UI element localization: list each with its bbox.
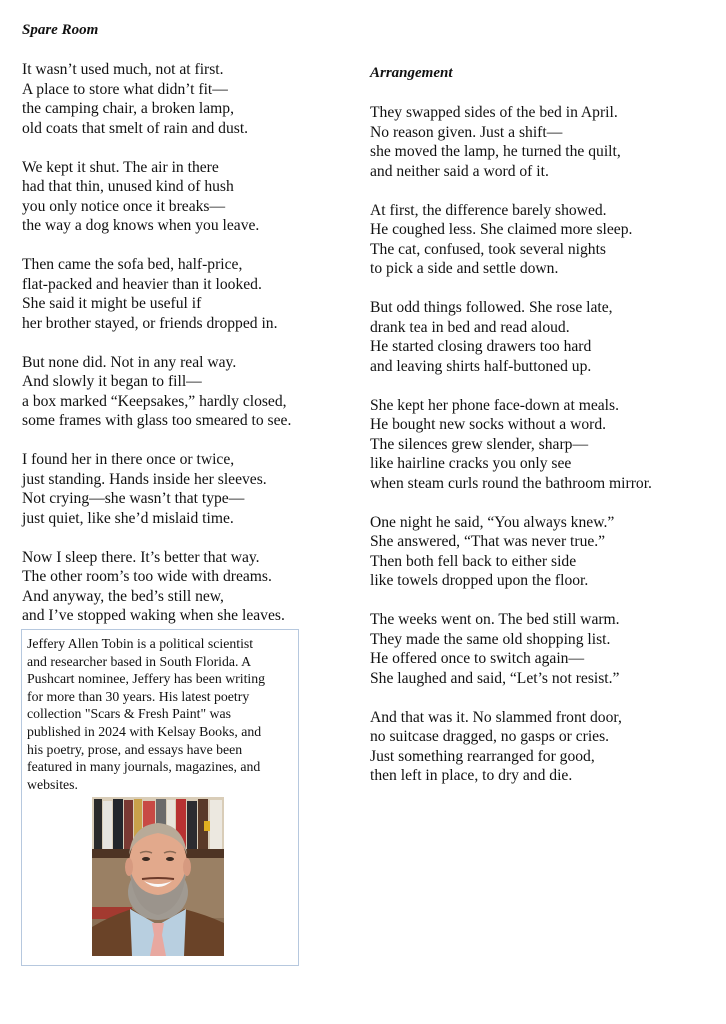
bio-line: and researcher based in South Florida. A bbox=[27, 653, 252, 669]
poem-line: She kept her phone face-down at meals. bbox=[370, 396, 619, 414]
poem-body bbox=[22, 60, 352, 626]
poem-line: But odd things followed. She rose late, bbox=[370, 299, 613, 316]
stanza bbox=[370, 513, 710, 591]
bio-line: featured in many journals, magazines, and bbox=[27, 759, 261, 775]
bio-line: published in 2024 with Kelsay Books, and bbox=[27, 723, 262, 739]
stanza bbox=[22, 255, 352, 333]
author-bio-box bbox=[21, 629, 299, 966]
poem-body bbox=[370, 103, 710, 786]
poem-line: just standing. Hands inside her sleeves. bbox=[22, 470, 267, 488]
poem-line: to pick a side and settle down. bbox=[370, 260, 559, 277]
bio-line: Jeffery Allen Tobin is a political scientist bbox=[27, 636, 254, 651]
stanza bbox=[370, 610, 710, 688]
poem-line: And anyway, the bed’s still new, bbox=[22, 587, 224, 605]
poem-line: just quiet, like she’d mislaid time. bbox=[22, 509, 234, 527]
stanza bbox=[22, 353, 352, 431]
poem-line: At first, the difference barely showed. bbox=[370, 201, 607, 219]
poem-line: She said it might be useful if bbox=[22, 295, 202, 312]
poem-spare-room bbox=[22, 20, 352, 645]
poem-line: They made the same old shopping list. bbox=[370, 630, 611, 648]
poem-line: They swapped sides of the bed in April. bbox=[370, 104, 618, 121]
poem-arrangement bbox=[370, 63, 710, 805]
poem-line: like towels dropped upon the floor. bbox=[370, 572, 589, 589]
poem-line: The silences grew slender, sharp— bbox=[370, 435, 589, 453]
poem-line: The other room’s too wide with dreams. bbox=[22, 568, 272, 585]
author-portrait-image bbox=[92, 797, 224, 956]
poem-line: He coughed less. She claimed more sleep. bbox=[370, 221, 633, 238]
poem-line: no suitcase dragged, no gasps or cries. bbox=[370, 728, 610, 745]
bio-line: Pushcart nominee, Jeffery has been writing bbox=[27, 671, 266, 687]
poem-line: Now I sleep there. It’s better that way. bbox=[22, 548, 260, 566]
poem-line: No reason given. Just a shift— bbox=[370, 123, 563, 141]
poem-line: the way a dog knows when you leave. bbox=[22, 217, 260, 234]
poem-line: a box marked “Keepsakes,” hardly closed, bbox=[22, 392, 287, 410]
stanza bbox=[22, 158, 352, 236]
bio-line: his poetry, prose, and essays have been bbox=[27, 741, 243, 757]
poem-line: A place to store what didn’t fit— bbox=[22, 80, 228, 98]
stanza bbox=[22, 450, 352, 528]
bio-line: for more than 30 years. His latest poetry bbox=[27, 688, 250, 704]
stanza bbox=[370, 103, 710, 181]
poem-line: and leaving shirts half-buttoned up. bbox=[370, 357, 592, 375]
poem-line: But none did. Not in any real way. bbox=[22, 353, 237, 371]
poem-line: The weeks went on. The bed still warm. bbox=[370, 611, 620, 628]
poem-line: And that was it. No slammed front door, bbox=[370, 708, 622, 726]
bio-line: websites. bbox=[27, 776, 78, 792]
poem-line: like hairline cracks you only see bbox=[370, 455, 572, 472]
poem-line: I found her in there once or twice, bbox=[22, 451, 235, 468]
stanza bbox=[22, 548, 352, 626]
poem-line: and neither said a word of it. bbox=[370, 162, 549, 180]
poem-title: Arrangement bbox=[370, 65, 453, 81]
poem-line: One night he said, “You always knew.” bbox=[370, 513, 615, 531]
stanza bbox=[370, 708, 710, 786]
author-bio-text bbox=[27, 635, 293, 793]
poem-line: then left in place, to dry and die. bbox=[370, 767, 573, 784]
poem-line: old coats that smelt of rain and dust. bbox=[22, 119, 249, 137]
stanza bbox=[370, 201, 710, 279]
poem-line: Then came the sofa bed, half-price, bbox=[22, 256, 243, 273]
poem-line: He bought new socks without a word. bbox=[370, 416, 607, 433]
poem-line: And slowly it began to fill— bbox=[22, 373, 202, 390]
stanza bbox=[22, 60, 352, 138]
poem-line: Then both fell back to either side bbox=[370, 552, 577, 570]
poem-line: She answered, “That was never true.” bbox=[370, 533, 606, 550]
poem-line: Just something rearranged for good, bbox=[370, 747, 595, 765]
bio-line: collection "Scars & Fresh Paint" was bbox=[27, 706, 232, 722]
poem-line: the camping chair, a broken lamp, bbox=[22, 100, 234, 117]
poem-line: We kept it shut. The air in there bbox=[22, 158, 219, 176]
stanza bbox=[370, 298, 710, 376]
poem-line: He started closing drawers too hard bbox=[370, 338, 592, 355]
poem-line: some frames with glass too smeared to see. bbox=[22, 412, 292, 429]
poem-line: It wasn’t used much, not at first. bbox=[22, 61, 224, 78]
poem-line: her brother stayed, or friends dropped in. bbox=[22, 314, 278, 332]
poem-line: you only notice once it breaks— bbox=[22, 197, 226, 215]
poem-line: drank tea in bed and read aloud. bbox=[370, 318, 570, 336]
poem-line: The cat, confused, took several nights bbox=[370, 240, 607, 258]
stanza bbox=[370, 396, 710, 494]
poem-line: He offered once to switch again— bbox=[370, 650, 585, 667]
poem-line: flat-packed and heavier than it looked. bbox=[22, 275, 262, 293]
poem-line: she moved the lamp, he turned the quilt, bbox=[370, 143, 621, 160]
poem-line: when steam curls round the bathroom mirror. bbox=[370, 474, 652, 492]
poem-line: She laughed and said, “Let’s not resist.” bbox=[370, 669, 620, 687]
poem-line: had that thin, unused kind of hush bbox=[22, 178, 234, 195]
poem-title: Spare Room bbox=[22, 22, 99, 38]
author-photo bbox=[92, 797, 224, 956]
poem-line: Not crying—she wasn’t that type— bbox=[22, 490, 245, 507]
poem-line: and I’ve stopped waking when she leaves. bbox=[22, 607, 285, 624]
